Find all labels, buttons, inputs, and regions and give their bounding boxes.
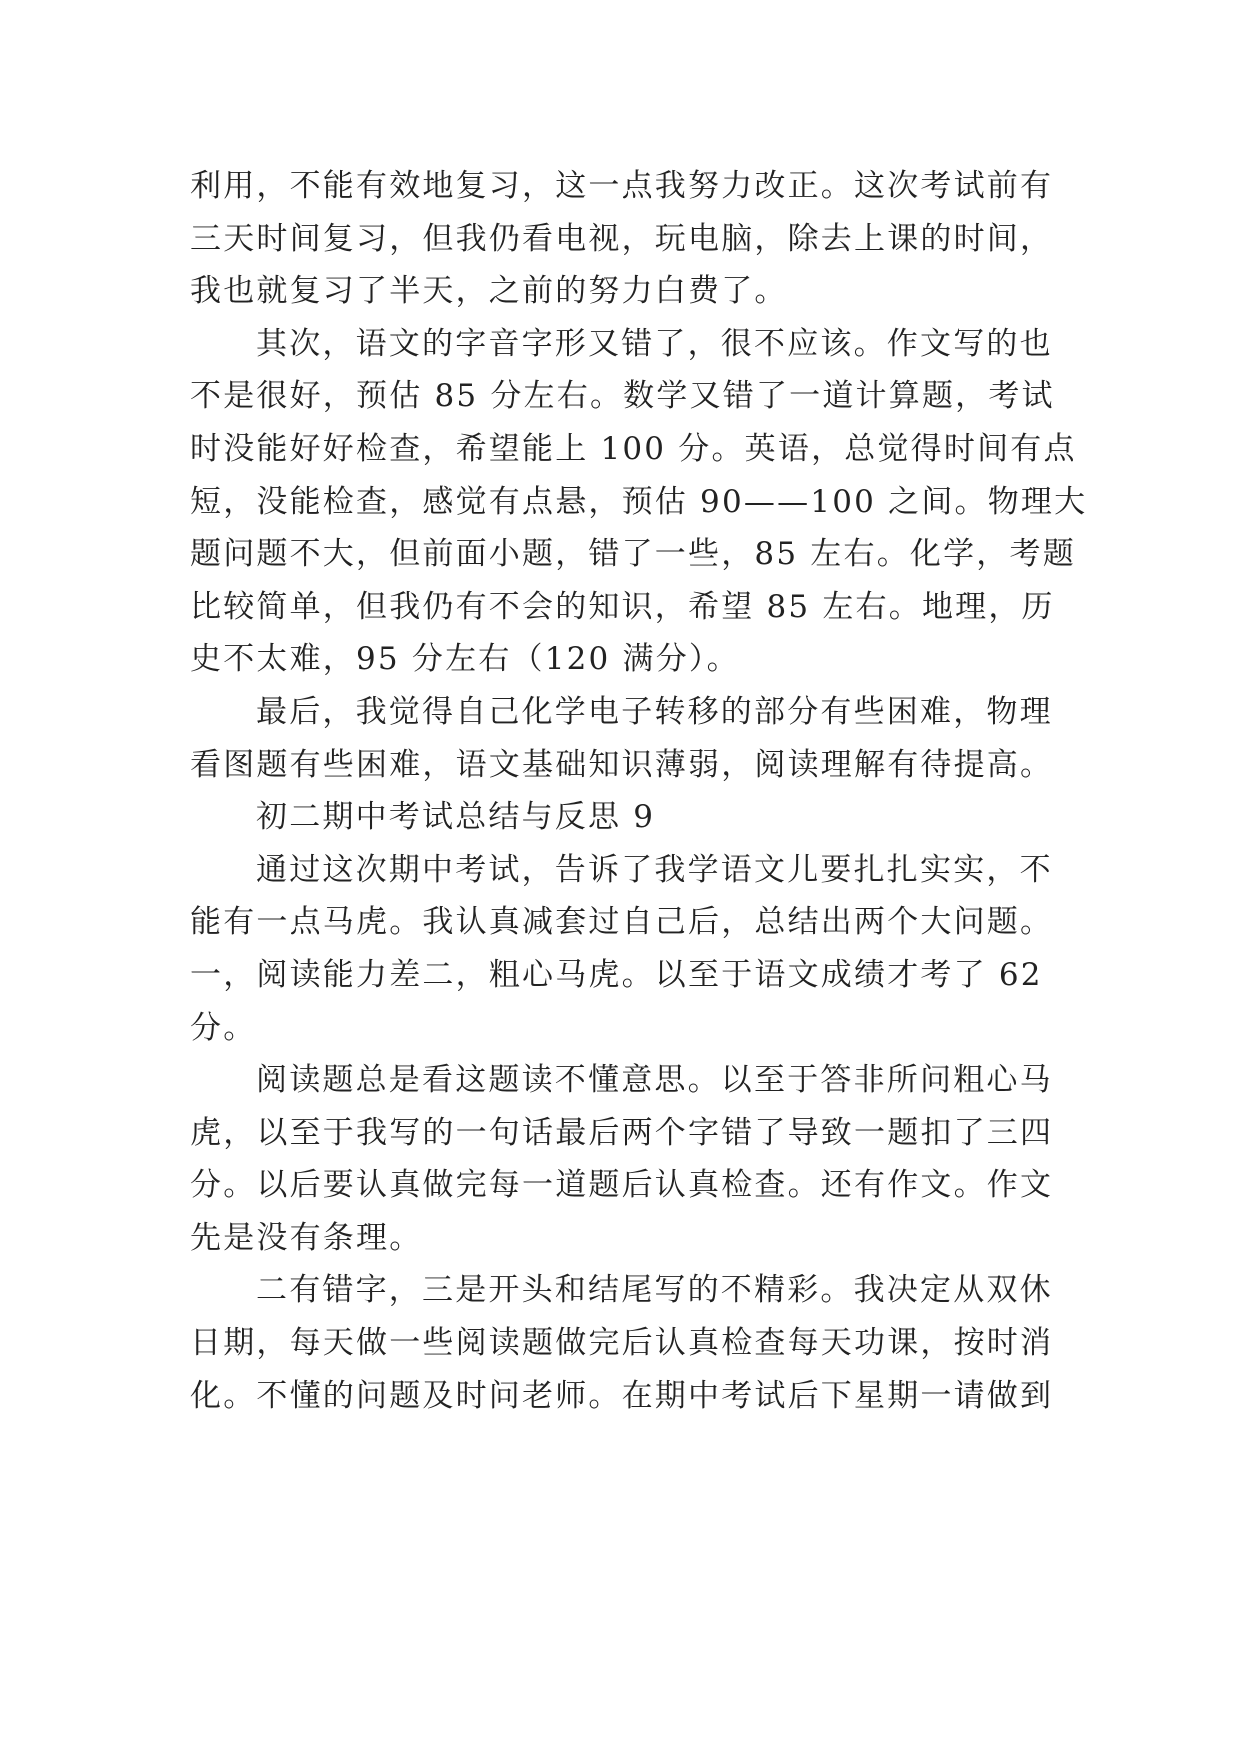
paragraph	[190, 1054, 1066, 1264]
paragraph	[190, 1264, 1066, 1422]
text-line: 题问题不大，但前面小题，错了一些，85 左右。化学，考题	[190, 536, 1076, 573]
text-line: 阅读题总是看这题读不懂意思。以至于答非所问粗心马	[256, 1062, 1053, 1099]
text-line: 利用，不能有效地复习，这一点我努力改正。这次考试前有	[190, 168, 1054, 204]
text-line: 我也就复习了半天，之前的努力白费了。	[190, 273, 788, 310]
text-line: 史不太难，95 分左右（120 满分）。	[190, 641, 740, 678]
text-line: 不是很好，预估 85 分左右。数学又错了一道计算题，考试	[190, 378, 1055, 415]
document-body	[190, 160, 1088, 1422]
text-line: 初二期中考试总结与反思 9	[256, 799, 656, 836]
text-line: 最后，我觉得自己化学电子转移的部分有些困难，物理	[256, 693, 1053, 730]
paragraph	[190, 844, 1066, 1054]
text-line: 看图题有些困难，语文基础知识薄弱，阅读理解有待提高。	[190, 746, 1054, 783]
text-line: 分。以后要认真做完每一道题后认真检查。还有作文。作文	[190, 1167, 1054, 1204]
text-line: 先是没有条理。	[190, 1219, 423, 1256]
text-line: 日期，每天做一些阅读题做完后认真检查每天功课，按时消	[190, 1325, 1054, 1362]
paragraph	[190, 686, 1066, 791]
text-line: 二有错字，三是开头和结尾写的不精彩。我决定从双休	[256, 1272, 1053, 1309]
text-line: 通过这次期中考试，告诉了我学语文儿要扎扎实实，不	[256, 851, 1053, 888]
text-line: 能有一点马虎。我认真减套过自己后，总结出两个大问题。	[190, 904, 1054, 941]
text-line: 化。不懂的问题及时问老师。在期中考试后下星期一请做到	[190, 1377, 1054, 1414]
paragraph	[190, 160, 1066, 318]
text-line: 虎，以至于我写的一句话最后两个字错了导致一题扣了三四	[190, 1114, 1054, 1151]
text-line: 其次，语文的字音字形又错了，很不应该。作文写的也	[256, 325, 1053, 362]
text-line: 比较简单，但我仍有不会的知识，希望 85 左右。地理，历	[190, 588, 1055, 625]
paragraph	[190, 318, 1088, 686]
text-line: 分。	[190, 1009, 257, 1046]
paragraph	[190, 791, 1066, 844]
text-line: 时没能好好检查，希望能上 100 分。英语，总觉得时间有点	[190, 430, 1077, 467]
text-line: 一，阅读能力差二，粗心马虎。以至于语文成绩才考了 62	[190, 956, 1043, 993]
text-line: 短，没能检查，感觉有点悬，预估 90——100 之间。物理大	[190, 483, 1088, 520]
text-line: 三天时间复习，但我仍看电视，玩电脑，除去上课的时间，	[190, 220, 1054, 257]
